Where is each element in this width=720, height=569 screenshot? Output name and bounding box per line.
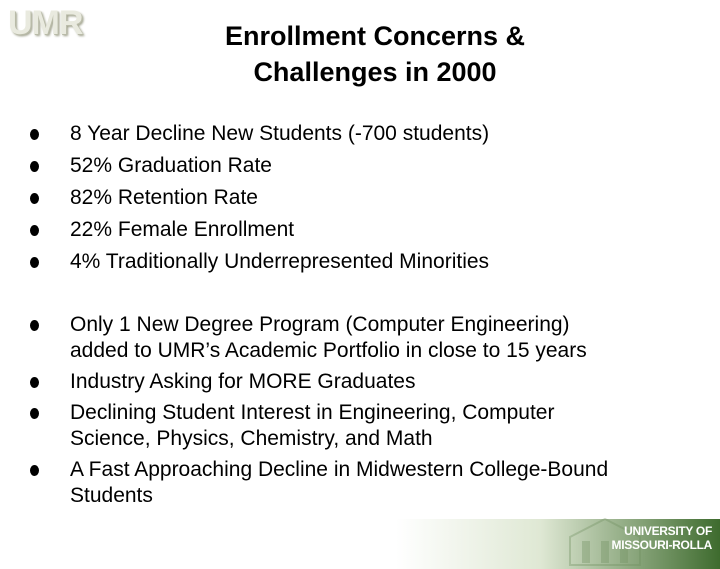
bullet-icon bbox=[30, 129, 39, 140]
wordmark-line-1: UNIVERSITY OF bbox=[624, 524, 712, 538]
bullet-list-statistics bbox=[28, 121, 698, 281]
title-line-1: Enrollment Concerns & bbox=[224, 21, 526, 51]
bullet-text: 82% Retention Rate bbox=[70, 186, 258, 209]
bullet-icon bbox=[30, 465, 39, 476]
bullet-text-line-1: Declining Student Interest in Engineering, Computer bbox=[70, 401, 555, 424]
bullet-text: 4% Traditionally Underrepresented Minorities bbox=[70, 250, 490, 273]
bullet-icon bbox=[30, 225, 39, 236]
bullet-icon bbox=[30, 161, 39, 172]
bullet-item bbox=[28, 457, 698, 509]
bullet-item bbox=[28, 153, 698, 179]
bullet-icon bbox=[30, 320, 39, 331]
bullet-text-line-1: Industry Asking for MORE Graduates bbox=[70, 370, 416, 393]
bullet-item bbox=[28, 217, 698, 243]
bullet-text-line-1: A Fast Approaching Decline in Midwestern College-Bound bbox=[70, 458, 609, 481]
bullet-item bbox=[28, 369, 698, 395]
bullet-text: 52% Graduation Rate bbox=[70, 154, 272, 177]
bullet-item bbox=[28, 312, 698, 364]
bullet-text-line-2: Students bbox=[70, 484, 153, 507]
university-wordmark bbox=[592, 524, 712, 552]
slide-title bbox=[150, 18, 600, 90]
bullet-text-line-2: Science, Physics, Chemistry, and Math bbox=[70, 427, 433, 450]
wordmark-line-2: MISSOURI-ROLLA bbox=[611, 538, 712, 552]
title-line-2: Challenges in 2000 bbox=[253, 57, 497, 87]
bullet-text-line-2: added to UMR’s Academic Portfolio in close to 15 years bbox=[70, 339, 587, 362]
bullet-icon bbox=[30, 193, 39, 204]
umr-logo: UMR bbox=[8, 4, 83, 42]
bullet-item bbox=[28, 185, 698, 211]
bullet-item bbox=[28, 121, 698, 147]
bullet-item bbox=[28, 249, 698, 275]
bullet-list-concerns bbox=[28, 312, 698, 514]
bullet-text: 22% Female Enrollment bbox=[70, 218, 295, 241]
bullet-icon bbox=[30, 408, 39, 419]
bullet-text-line-1: Only 1 New Degree Program (Computer Engineering) bbox=[70, 313, 570, 336]
bullet-item bbox=[28, 400, 698, 452]
bullet-icon bbox=[30, 257, 39, 268]
bullet-icon bbox=[30, 377, 39, 388]
bullet-text: 8 Year Decline New Students (-700 students) bbox=[70, 122, 490, 145]
